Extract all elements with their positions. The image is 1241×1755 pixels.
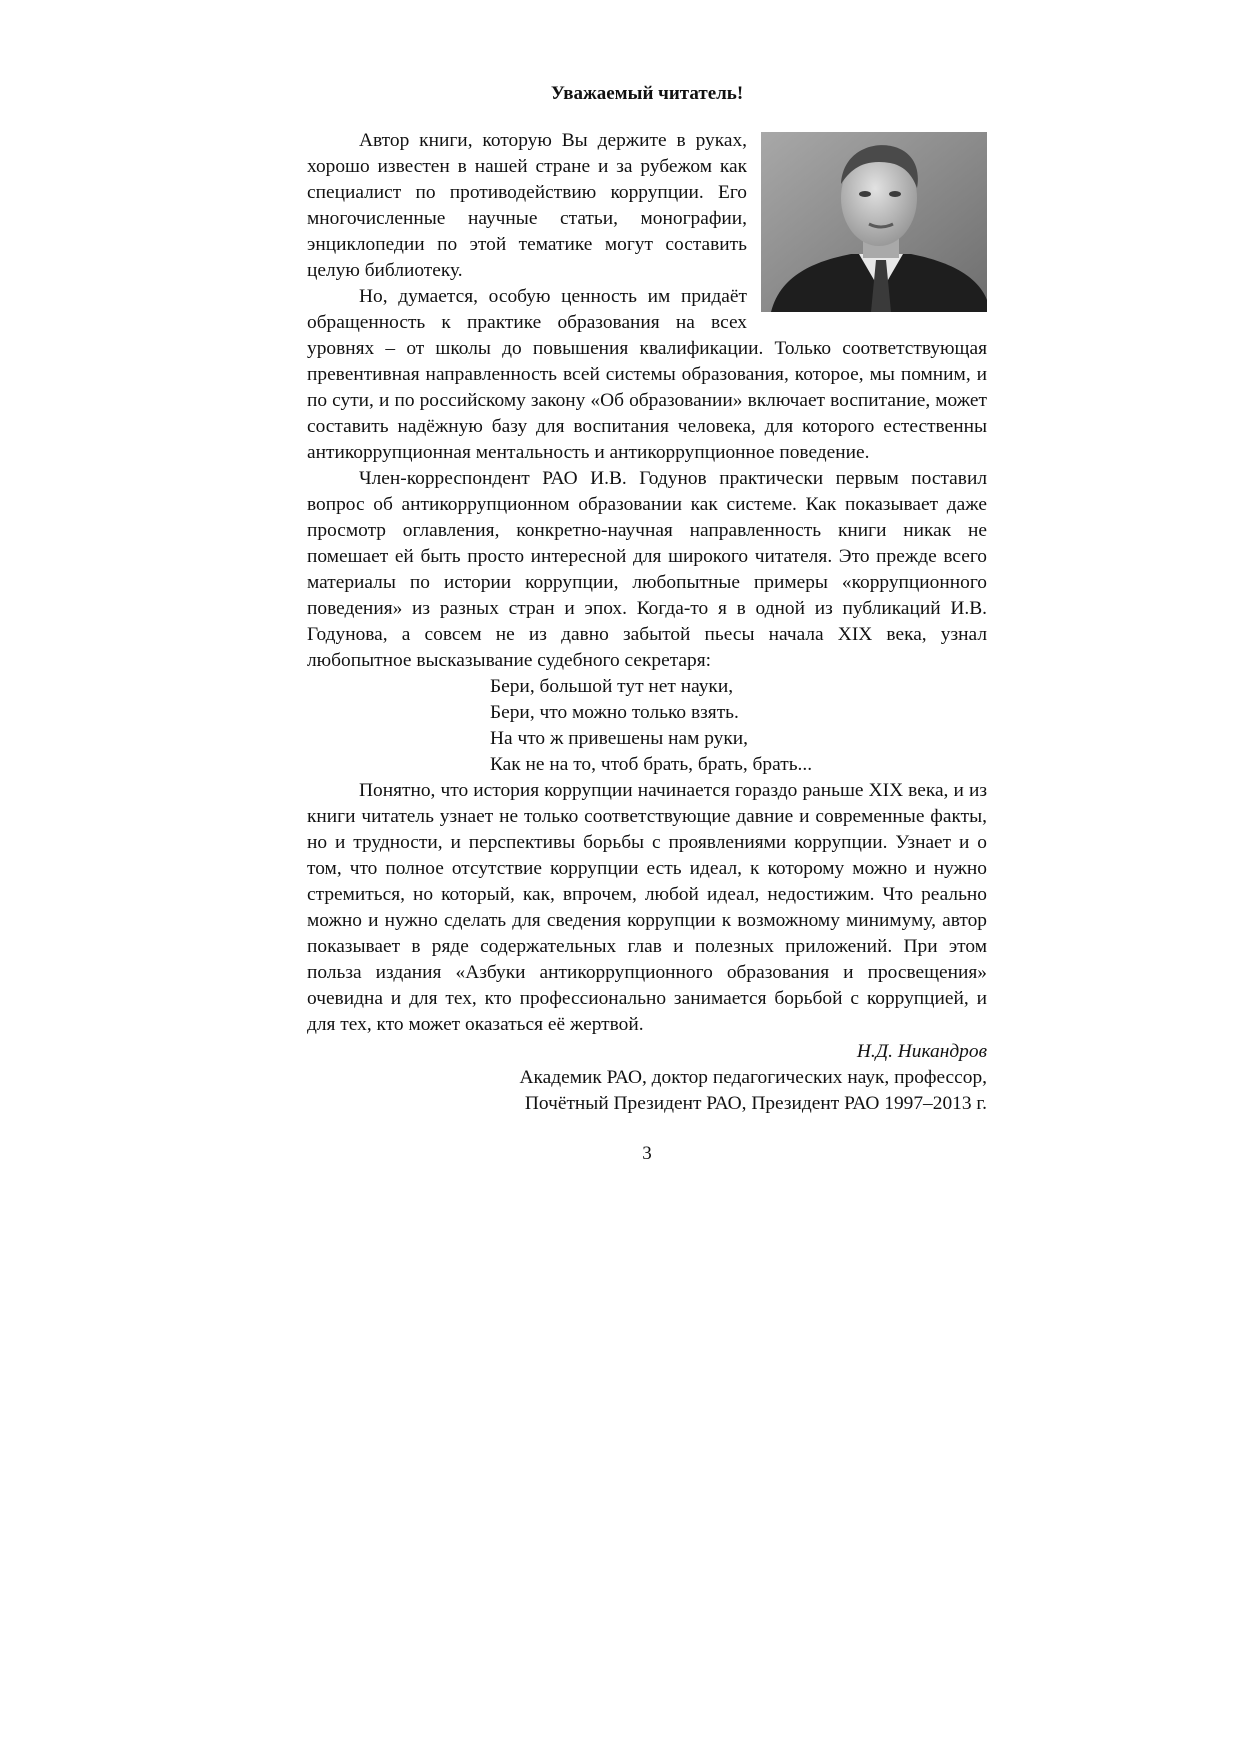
verse-line: Как не на то, чтоб брать, брать, брать... — [490, 754, 813, 775]
paragraph-3: Член-корреспондент РАО И.В. Годунов практически первым поставил вопрос об антикоррупционном образовании как системе. Как показывает даже просмотр оглавления, конкретно-научная направленность книги никак не помешает ей быть просто интересной для широкого читателя. Это прежде всего материалы по истории коррупции, любопытные примеры «коррупционного поведения» из разных стран и эпох. Когда-то я в одной из публикаций И.В. Годунова, а совсем не из давно забытой пьесы начала XIX века, узнал любопытное высказывание судебного секретаря: — [307, 468, 987, 671]
paragraph-4: Понятно, что история коррупции начинается гораздо раньше XIX века, и из книги читатель узнает не только соответствующие давние и современные факты, но и трудности, и перспективы борьбы с проявлениями коррупции. Узнает и о том, что полное отсутствие коррупции есть идеал, к которому можно и нужно стремиться, но который, как, впрочем, любой идеал, недостижим. Что реально можно и нужно сделать для сведения коррупции к возможному минимуму, автор показывает в ряде содержательных глав и полезных приложений. При этом польза издания «Азбуки антикоррупционного образования и просвещения» очевидна и для тех, кто профессионально занимается борьбой с коррупцией, и для тех, кто может оказаться её жертвой. — [307, 780, 987, 1035]
verse-line: Бери, большой тут нет науки, — [490, 676, 734, 697]
signature-title-line-1: Академик РАО, доктор педагогических наук, профессор, — [519, 1067, 987, 1088]
body-text — [307, 128, 987, 1117]
page-number: 3 — [642, 1143, 652, 1164]
verse-quote — [307, 674, 987, 778]
author-portrait-photo — [761, 132, 987, 312]
signature-title-line-2: Почётный Президент РАО, Президент РАО 1997–2013 г. — [524, 1093, 987, 1114]
signature-name: Н.Д. Никандров — [856, 1041, 987, 1062]
page-heading: Уважаемый читатель! — [550, 83, 744, 104]
paragraph-1: Автор книги, которую Вы держите в руках, хорошо известен в нашей стране и за рубежом как специалист по противодействию коррупции. Его многочисленные научные статьи, монографии, энциклопедии по этой тематике могут составить целую библиотеку. — [307, 130, 747, 281]
paragraph-2: Но, думается, особую ценность им придаёт обращенность к практике образования на всех уровнях – от школы до повышения квалификации. Только соответствующая превентивная направленность всей системы образования, которое, мы помним, и по сути, и по российскому закону «Об образовании» включает воспитание, может составить надёжную базу для воспитания человека, для которого естественны антикоррупционная ментальность и антикоррупционное поведение. — [307, 286, 987, 463]
verse-line: На что ж привешены нам руки, — [490, 728, 748, 749]
verse-line: Бери, что можно только взять. — [490, 702, 739, 723]
